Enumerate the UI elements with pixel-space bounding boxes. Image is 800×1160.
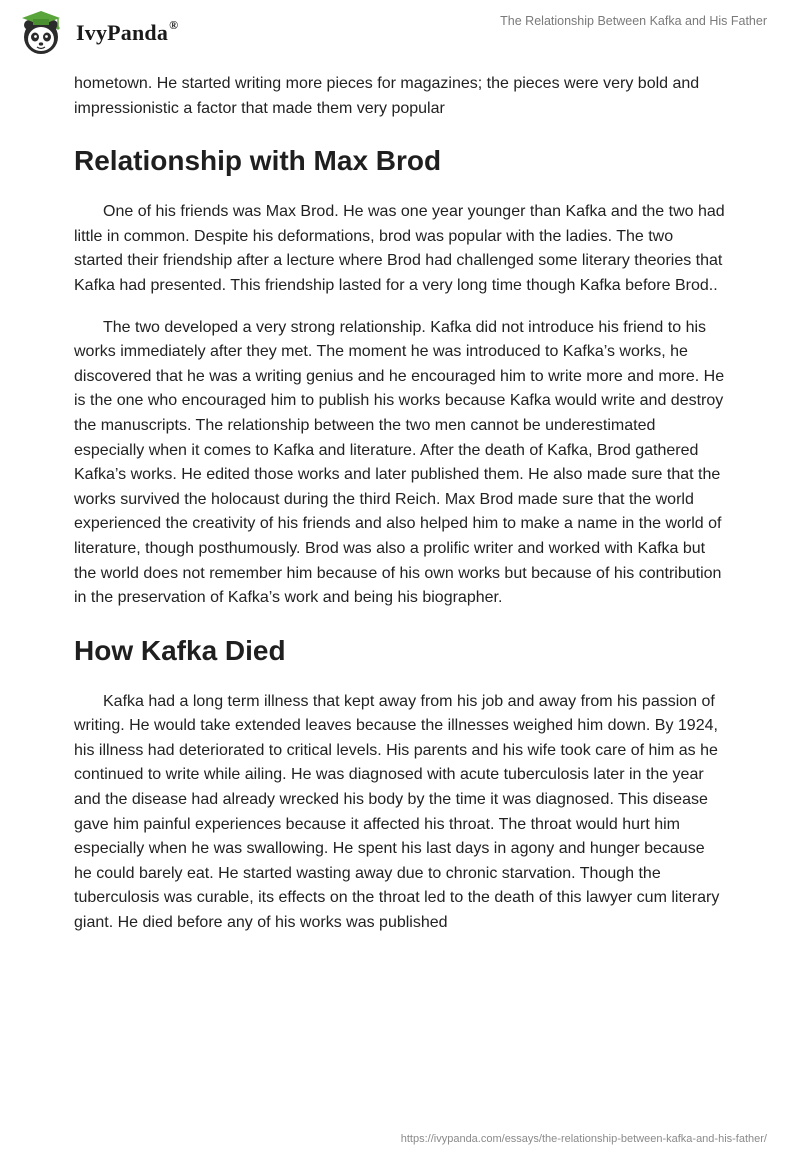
source-url[interactable]: https://ivypanda.com/essays/the-relationship-between-kafka-and-his-father/ [400,1133,767,1145]
page-header [0,0,800,64]
section-heading-max-brod: Relationship with Max Brod [74,145,442,177]
document-title: The Relationship Between Kafka and His Father [500,14,767,28]
paragraph: Kafka had a long term illness that kept away from his job and away from his passion of writing. He would take extended leaves because the illnesses weighed him down. By 1924, his illness had deteriorated to critical levels. His parents and his wife took care of him as he continued to write while ailing. He was diagnosed with acute tuberculosis later in the year and the disease had already wrecked his body by the time it was diagnosed. This disease gave him painful experiences because it affected his throat. The throat would hurt him especially when he was swallowing. He spent his last days in agony and hunger because he could barely eat. He started wasting away due to chronic starvation. Though the tuberculosis was curable, its effects on the throat led to the death of this lawyer cum literary giant. He died before any of his works was published [74,692,720,932]
panda-mascot-icon [16,8,66,58]
essay-content [74,72,726,936]
brand-name [76,20,178,46]
ivypanda-logo[interactable] [16,8,178,58]
section-heading-how-kafka-died: How Kafka Died [74,634,286,666]
paragraph: The two developed a very strong relationship. Kafka did not introduce his friend to his works immediately after they met. The moment he was introduced to Kafka’s works, he discovered that he was a writing genius and he encouraged him to write more and more. He is the one who encouraged him to publish his works because Kafka would write and destroy the manuscripts. The relationship between the two men cannot be underestimated especially when it comes to Kafka and literature. After the death of Kafka, Brod gathered Kafka’s works. He edited those works and later published them. He also made sure that the works survived the holocaust during the third Reich. Max Brod made sure that the world experienced the creativity of his friends and also helped him to make a name in the world of literature, though posthumously. Brod was also a prolific writer and worked with Kafka but the world does not remember him because of his own works but because of his contribution in the preservation of Kafka’s work and being his biographer. [74,318,725,607]
brand-text: IvyPanda [76,20,169,45]
paragraph: One of his friends was Max Brod. He was one year younger than Kafka and the two had little in common. Despite his deformations, brod was popular with the ladies. The two started their friendship after a lecture where Brod had challenged some literary theories that Kafka had presented. This friendship lasted for a very long time though Kafka before Brod.. [74,203,725,294]
registered-mark: ® [169,18,179,32]
intro-paragraph: hometown. He started writing more pieces for magazines; the pieces were very bold and impressionistic a factor that made them very popular [74,75,700,117]
